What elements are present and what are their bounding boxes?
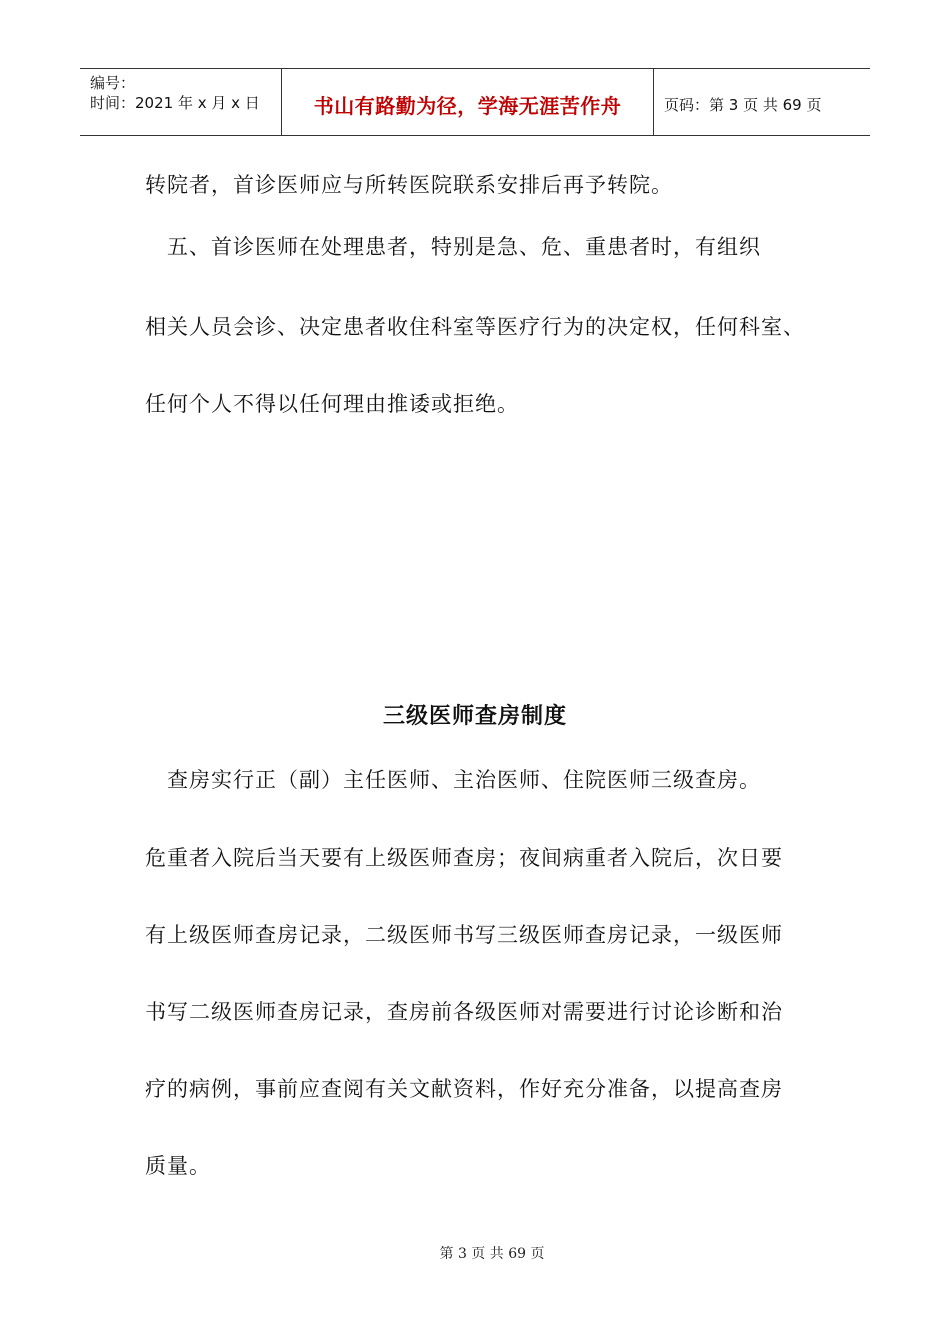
section-line: 危重者入院后当天要有上级医师查房；夜间病重者入院后，次日要 — [145, 846, 783, 870]
section-line: 质量。 — [145, 1154, 211, 1178]
header-motto: 书山有路勤为径，学海无涯苦作舟 — [313, 93, 622, 118]
header-page-cell — [654, 69, 870, 135]
section-line: 查房实行正（副）主任医师、主治医师、住院医师三级查房。 — [145, 768, 761, 792]
document-date-label: 时间：2021 年 x 月 x 日 — [90, 94, 260, 112]
body-line: 转院者，首诊医师应与所转医院联系安排后再予转院。 — [145, 173, 673, 197]
document-header — [80, 68, 870, 136]
header-meta-cell — [80, 69, 282, 135]
document-number-label: 编号： — [90, 74, 136, 92]
body-line: 五、首诊医师在处理患者，特别是急、危、重患者时，有组织 — [145, 235, 761, 259]
header-page-info: 页码：第 3 页 共 69 页 — [664, 95, 822, 114]
section-line: 有上级医师查房记录，二级医师书写三级医师查房记录，一级医师 — [145, 923, 783, 947]
section-line: 书写二级医师查房记录，查房前各级医师对需要进行讨论诊断和治 — [145, 1000, 783, 1024]
header-motto-cell — [282, 69, 654, 135]
section-line: 疗的病例，事前应查阅有关文献资料，作好充分准备，以提高查房 — [145, 1077, 783, 1101]
body-line: 任何个人不得以任何理由推诿或拒绝。 — [145, 392, 519, 416]
section-title: 三级医师查房制度 — [382, 704, 567, 729]
page-footer: 第 3 页 共 69 页 — [439, 1246, 545, 1262]
body-line: 相关人员会诊、决定患者收住科室等医疗行为的决定权，任何科室、 — [145, 315, 805, 339]
